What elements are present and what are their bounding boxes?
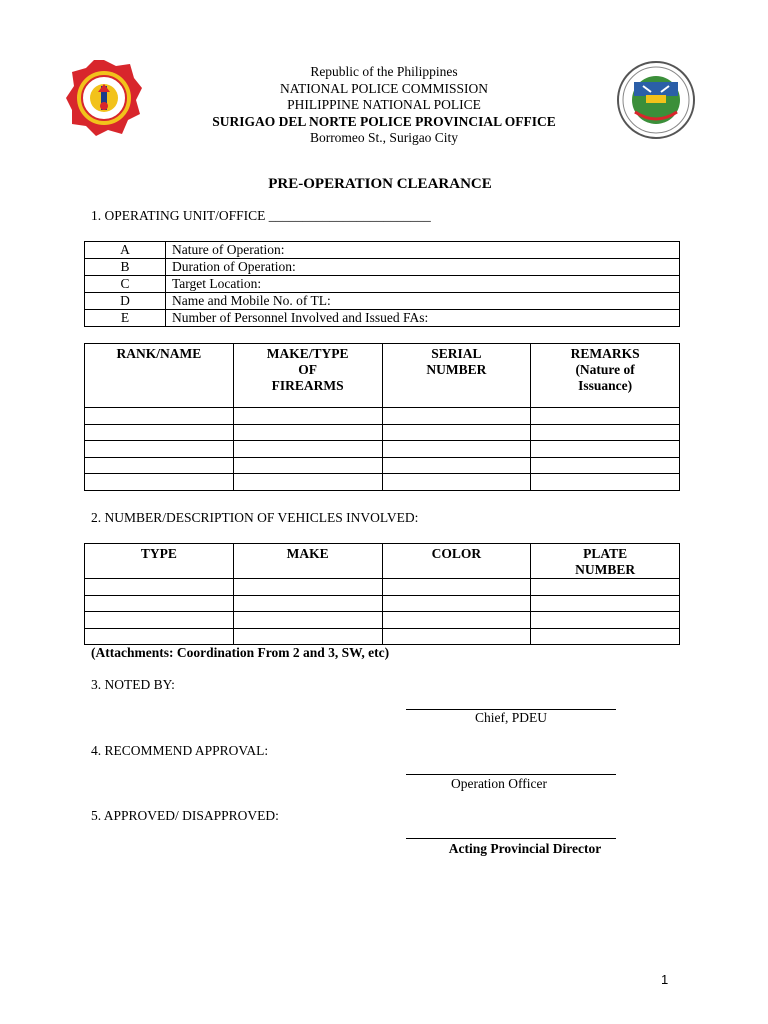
vehicle-cell[interactable] [233,579,382,596]
personnel-row [85,474,680,491]
info-row-label[interactable]: Duration of Operation: [166,259,680,276]
vehicle-header: PLATE NUMBER [531,544,680,579]
info-row-label[interactable]: Nature of Operation: [166,242,680,259]
vehicle-row [85,579,680,596]
header-provincial-office: SURIGAO DEL NORTE POLICE PROVINCIAL OFFICE [212,113,556,129]
personnel-cell[interactable] [382,457,531,474]
operation-info-table [84,241,680,327]
personnel-cell[interactable] [382,441,531,458]
header-republic: Republic of the Philippines [310,64,458,79]
vehicle-cell[interactable] [85,628,234,645]
personnel-cell[interactable] [85,457,234,474]
header-napolcom: NATIONAL POLICE COMMISSION [279,80,488,96]
vehicle-cell[interactable] [85,612,234,629]
info-row-label[interactable]: Number of Personnel Involved and Issued FAs: [166,310,680,327]
info-row-key: A [85,242,166,259]
info-row-key: D [85,293,166,310]
personnel-cell[interactable] [531,408,680,425]
vehicle-cell[interactable] [531,628,680,645]
approved-label: 5. APPROVED/ DISAPPROVED: [91,808,279,823]
vehicles-heading: 2. NUMBER/DESCRIPTION OF VEHICLES INVOLVED: [91,510,419,525]
info-row [85,276,680,293]
personnel-firearms-table [84,343,680,491]
personnel-cell[interactable] [233,474,382,491]
personnel-cell[interactable] [382,408,531,425]
personnel-cell[interactable] [531,424,680,441]
vehicle-cell[interactable] [85,595,234,612]
vehicle-cell[interactable] [531,579,680,596]
vehicle-cell[interactable] [382,595,531,612]
operating-unit-line [91,208,431,224]
attachments-note: (Attachments: Coordination From 2 and 3, SW, etc) [91,645,390,660]
recommend-approval-title: Operation Officer [450,776,548,791]
operating-unit-blank[interactable]: ________________________ [268,208,431,223]
personnel-cell[interactable] [382,424,531,441]
personnel-row [85,408,680,425]
personnel-cell[interactable] [233,408,382,425]
vehicles-table [84,543,680,645]
noted-by-title: Chief, PDEU [475,710,547,725]
vehicle-cell[interactable] [531,612,680,629]
personnel-cell[interactable] [531,441,680,458]
vehicle-cell[interactable] [233,595,382,612]
personnel-cell[interactable] [233,457,382,474]
vehicle-cell[interactable] [531,595,680,612]
vehicle-cell[interactable] [382,579,531,596]
info-row [85,310,680,327]
header-pnp: PHILIPPINE NATIONAL POLICE [287,97,481,112]
personnel-cell[interactable] [382,474,531,491]
vehicle-row [85,595,680,612]
operating-unit-label: 1. OPERATING UNIT/OFFICE [91,208,266,223]
recommend-approval-signature-line[interactable] [406,774,616,775]
approved-title: Acting Provincial Director [448,841,602,856]
info-row [85,259,680,276]
personnel-cell[interactable] [233,424,382,441]
vehicle-row [85,612,680,629]
recommend-approval-label: 4. RECOMMEND APPROVAL: [91,743,269,758]
vehicle-row [85,628,680,645]
header-address: Borromeo St., Surigao City [309,130,459,145]
personnel-row [85,441,680,458]
personnel-row [85,424,680,441]
info-row-key: E [85,310,166,327]
vehicle-cell[interactable] [233,612,382,629]
approved-signature-line[interactable] [406,838,616,839]
personnel-cell[interactable] [85,424,234,441]
vehicle-header: COLOR [382,544,531,579]
personnel-cell[interactable] [85,474,234,491]
vehicle-cell[interactable] [233,628,382,645]
vehicle-cell[interactable] [382,612,531,629]
info-row-label[interactable]: Name and Mobile No. of TL: [166,293,680,310]
personnel-header: MAKE/TYPE OF FIREARMS [233,344,382,408]
info-row-key: B [85,259,166,276]
vehicle-cell[interactable] [382,628,531,645]
personnel-cell[interactable] [85,441,234,458]
vehicle-header: TYPE [85,544,234,579]
personnel-header: REMARKS (Nature of Issuance) [531,344,680,408]
page-number: 1 [661,972,669,987]
vehicle-header: MAKE [233,544,382,579]
personnel-row [85,457,680,474]
personnel-header: SERIAL NUMBER [382,344,531,408]
page-title: PRE-OPERATION CLEARANCE [268,176,492,192]
info-row-key: C [85,276,166,293]
vehicle-cell[interactable] [85,579,234,596]
info-row [85,242,680,259]
info-row [85,293,680,310]
personnel-cell[interactable] [531,457,680,474]
letterhead [0,64,768,147]
personnel-header: RANK/NAME [85,344,234,408]
noted-by-label: 3. NOTED BY: [91,677,175,692]
info-row-label[interactable]: Target Location: [166,276,680,293]
personnel-cell[interactable] [531,474,680,491]
personnel-cell[interactable] [233,441,382,458]
personnel-cell[interactable] [85,408,234,425]
